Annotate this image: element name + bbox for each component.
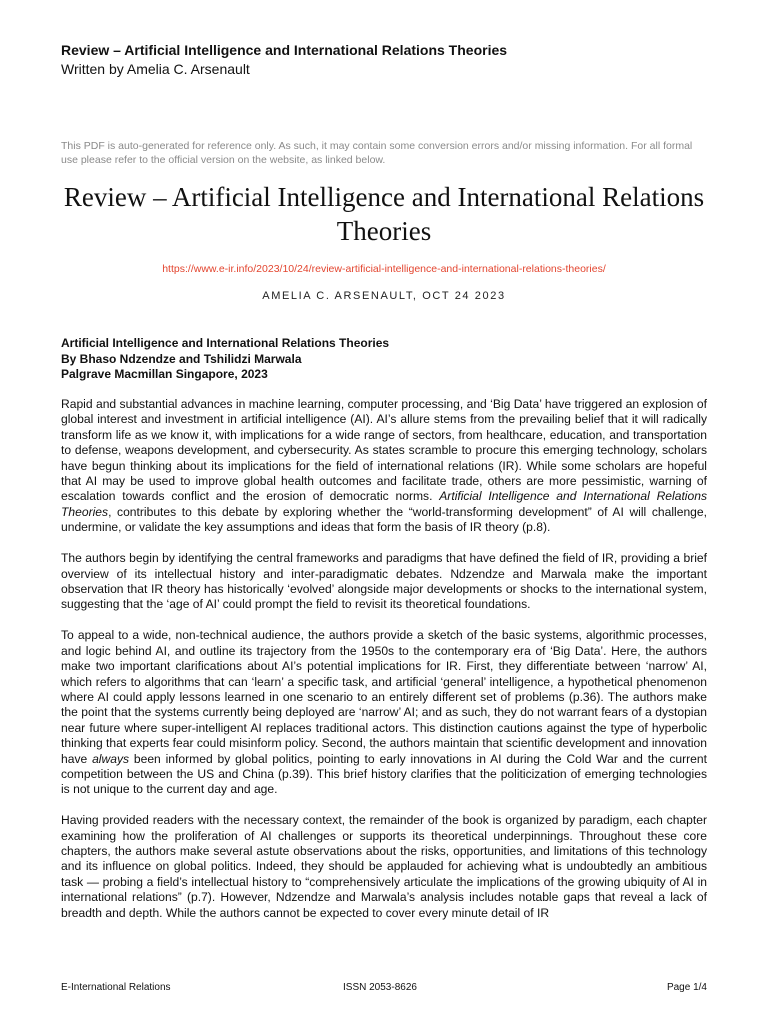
header-author: Written by Amelia C. Arsenault <box>61 61 250 77</box>
article-body <box>61 397 707 937</box>
book-title-italic: Artificial Intelligence and International Relations Theories <box>61 489 707 519</box>
book-publisher: Palgrave Macmillan Singapore, 2023 <box>61 367 268 381</box>
paragraph-3-text-cont: been informed by global politics, pointing to early innovations in AI during the Cold War and the current competition between the US and China (p.39). This brief history clarifies that the politicization of emerging technologies is not unique to the current day and age. <box>61 751 707 797</box>
pdf-disclaimer: This PDF is auto-generated for reference only. As such, it may contain some conversion errors and/or missing information. For all formal use please refer to the official version on the website, as linked below. <box>61 140 693 166</box>
header-title: Review – Artificial Intelligence and International Relations Theories <box>61 42 508 58</box>
emphasis-always: always <box>92 751 130 766</box>
article-url-link[interactable]: https://www.e-ir.info/2023/10/24/review-artificial-intelligence-and-international-relations-theories/ <box>162 263 606 275</box>
footer-page-number: Page 1/4 <box>666 982 707 993</box>
paragraph-3-text: To appeal to a wide, non-technical audience, the authors provide a sketch of the basic systems, algorithmic processes, and logic behind AI, and outline its trajectory from the 1950s to the contemporary era of ‘Big Data’. Here, the authors make two important clarifications about AI’s potential implications for IR. First, they differentiate between ‘narrow’ AI, which refers to algorithms that can ‘learn’ a specific task, and artificial ‘general’ intelligence, a hypothetical phenomenon where AI could apply lessons learned in one scenario to an entirely different set of problems (p.36). The authors make the point that the systems currently being deployed are ‘narrow’ AI; and as such, they do not warrant fears of a dystopian near future where super-intelligent AI replaces traditional actors. This distinction cautions against the type of hyperbolic thinking that experts fear could misinform policy. Second, the authors maintain that scientific development and innovation have <box>61 628 707 766</box>
paragraph-4: Having provided readers with the necessary context, the remainder of the book is organized by paradigm, each chapter examining how the proliferation of AI challenges or supports its theoretical underpinnings. Throughout these core chapters, the authors make several astute observations about the risks, opportunities, and limitations of this technology and its influence on global politics. Indeed, they should be applauded for achieving what is undoubtedly an ambitious task — probing a field’s intellectual history to “comprehensively articulate the implications of the growing ubiquity of AI in international relations” (p.7). However, Ndzendze and Marwala’s analysis includes notable gaps that reveal a lack of breadth and depth. While the authors cannot be expected to cover every minute detail of IR <box>61 813 707 920</box>
paragraph-3 <box>61 628 707 797</box>
book-authors: By Bhaso Ndzendze and Tshilidzi Marwala <box>61 351 302 366</box>
paragraph-2: The authors begin by identifying the central frameworks and paradigms that have defined the field of IR, providing a brief overview of its intellectual history and inter-paradigmatic debates. Ndzendze and Marwala make the important observation that IR theory has historically ‘evolved’ alongside major developments or shocks to the international system, suggesting that the ‘age of AI’ could prompt the field to revisit its theoretical foundations. <box>61 551 707 612</box>
footer-publisher: E-International Relations <box>61 982 171 993</box>
paragraph-1-text: Rapid and substantial advances in machine learning, computer processing, and ‘Big Data’ have triggered an explosion of global interest and investment in artificial intelligence (AI). AI’s allure stems from the prevailing belief that it will radically transform life as we know it, with implications for a wide range of sectors, from healthcare, education, and transportation to defense, weapons development, and cybersecurity. As states scramble to procure this emerging technology, scholars have begun thinking about its implications for the field of international relations (IR). While some scholars are hopeful that AI may be used to improve global health outcomes and facilitate trade, others are more pessimistic, warning of escalation towards conflict and the erosion of democratic norms. <box>61 397 707 504</box>
running-header <box>61 41 707 79</box>
footer-issn: ISSN 2053-8626 <box>343 982 417 993</box>
paragraph-1-text-cont: , contributes to this debate by exploring whether the “world-transforming development” of AI will challenge, undermine, or validate the key assumptions and ideas that form the basis of IR theory (p.8). <box>61 504 707 535</box>
paragraph-1 <box>61 397 707 536</box>
book-title: Artificial Intelligence and International Relations Theories <box>61 336 390 350</box>
article-byline: AMELIA C. ARSENAULT, OCT 24 2023 <box>262 290 506 302</box>
book-info <box>61 336 707 383</box>
article-title: Review – Artificial Intelligence and International Relations Theories <box>63 182 705 246</box>
